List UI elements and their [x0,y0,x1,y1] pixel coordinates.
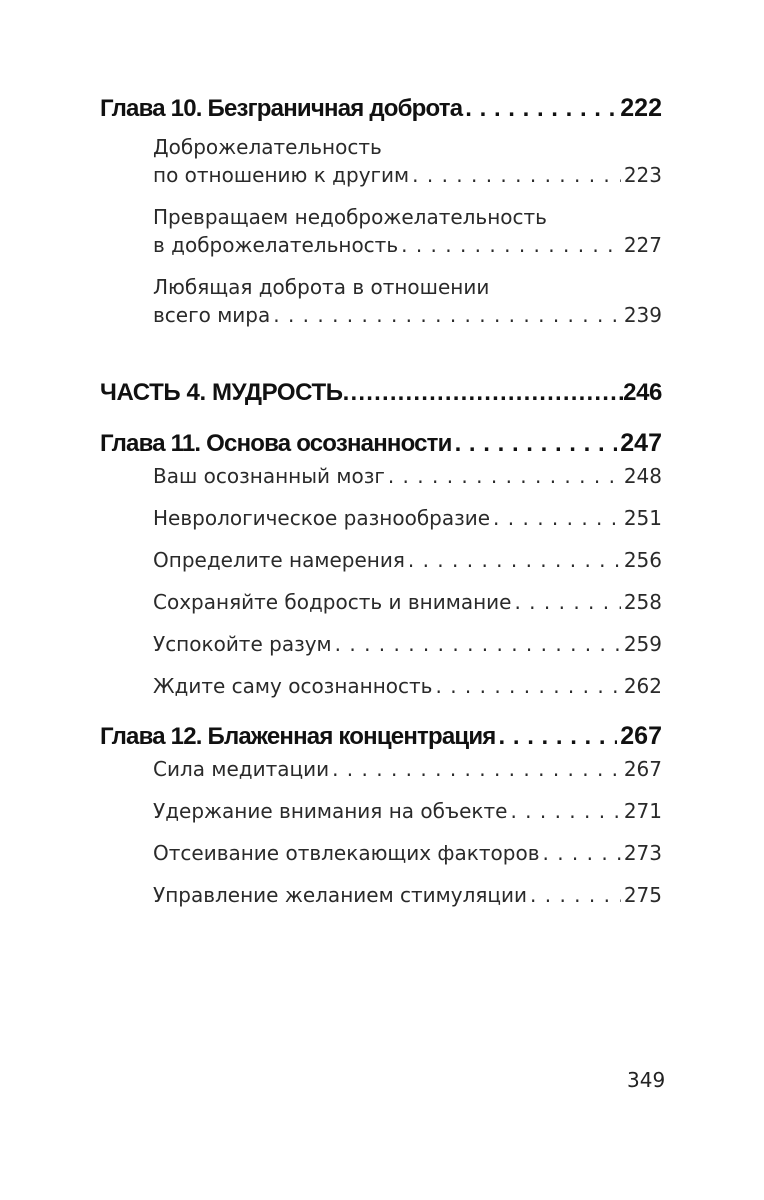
toc-entry [153,133,662,189]
dot-leader [455,430,618,458]
dot-leader [401,231,621,259]
toc-entry [153,672,662,700]
entry-page-number: 258 [623,590,662,614]
dot-leader [273,301,621,329]
dot-leader [542,839,620,867]
entry-title: Отсеивание отвлекающих факторов [153,841,540,865]
entry-page-number: 271 [623,799,662,823]
entry-title-line2: по отношению к другим [153,163,410,187]
entry-title: Сила медитации [153,757,330,781]
toc-entry [153,203,662,259]
entry-title-line1: Превращаем недоброжелательность [153,205,547,229]
toc-entry [153,273,662,329]
part-page-number: 246 [623,379,662,406]
dot-leader [435,672,620,700]
toc-entry [153,504,662,532]
entry-page-number: 267 [623,757,662,781]
entry-title-line1: Доброжелательность [153,135,382,159]
chapter-title: Глава 12. Блаженная концентрация [100,723,496,750]
chapter-title: Глава 11. Основа осознанности [100,430,452,457]
entry-page-number: 275 [623,883,662,907]
chapter-page-number: 222 [620,94,662,122]
dot-leader [493,504,621,532]
entry-title-line2: всего мира [153,303,271,327]
entry-title-line1: Любящая доброта в отношении [153,275,490,299]
dot-leader [530,881,621,909]
toc-entry [153,797,662,825]
dot-leader [514,588,620,616]
toc-entry [153,462,662,490]
toc-entry [153,546,662,574]
dot-leader [335,630,621,658]
part-title: ЧАСТЬ 4. МУДРОСТЬ [100,379,343,406]
entry-title: Сохраняйте бодрость и внимание [153,590,512,614]
chapter-page-number: 267 [620,722,662,750]
entry-title: Ваш осознанный мозг [153,464,385,488]
chapter-title: Глава 10. Безграничная доброта [100,95,463,122]
entry-title: Ждите саму осознанность [153,674,433,698]
entry-page-number: 239 [623,303,662,327]
dot-leader [510,797,620,825]
chapter-10-heading [100,94,662,123]
entry-page-number: 259 [623,632,662,656]
part-4-heading [100,379,662,407]
page-number: 349 [627,1068,666,1092]
entry-page-number: 248 [623,464,662,488]
dot-leader [499,723,618,751]
entry-title: Управление желанием стимуляции [153,883,528,907]
table-of-contents [100,94,662,909]
toc-entry [153,588,662,616]
dot-leader [408,546,621,574]
toc-entry [153,839,662,867]
entry-page-number: 273 [623,841,662,865]
chapter-11-heading [100,429,662,458]
chapter-page-number: 247 [620,429,662,457]
entry-title: Успокойте разум [153,632,332,656]
dot-leader [388,462,621,490]
entry-page-number: 251 [623,506,662,530]
dot-leader [412,161,621,189]
entry-page-number: 227 [623,233,662,257]
entry-title: Определите намерения [153,548,405,572]
dot-leader [465,95,617,123]
entry-title: Удержание внимания на объекте [153,799,508,823]
entry-page-number: 262 [623,674,662,698]
chapter-12-heading [100,722,662,751]
dot-leader [343,379,624,407]
entry-title: Неврологическое разнообразие [153,506,491,530]
entry-page-number: 256 [623,548,662,572]
toc-entry [153,881,662,909]
dot-leader [332,755,621,783]
entry-page-number: 223 [623,163,662,187]
toc-entry [153,755,662,783]
entry-title-line2: в доброжелательность [153,233,399,257]
toc-entry [153,630,662,658]
